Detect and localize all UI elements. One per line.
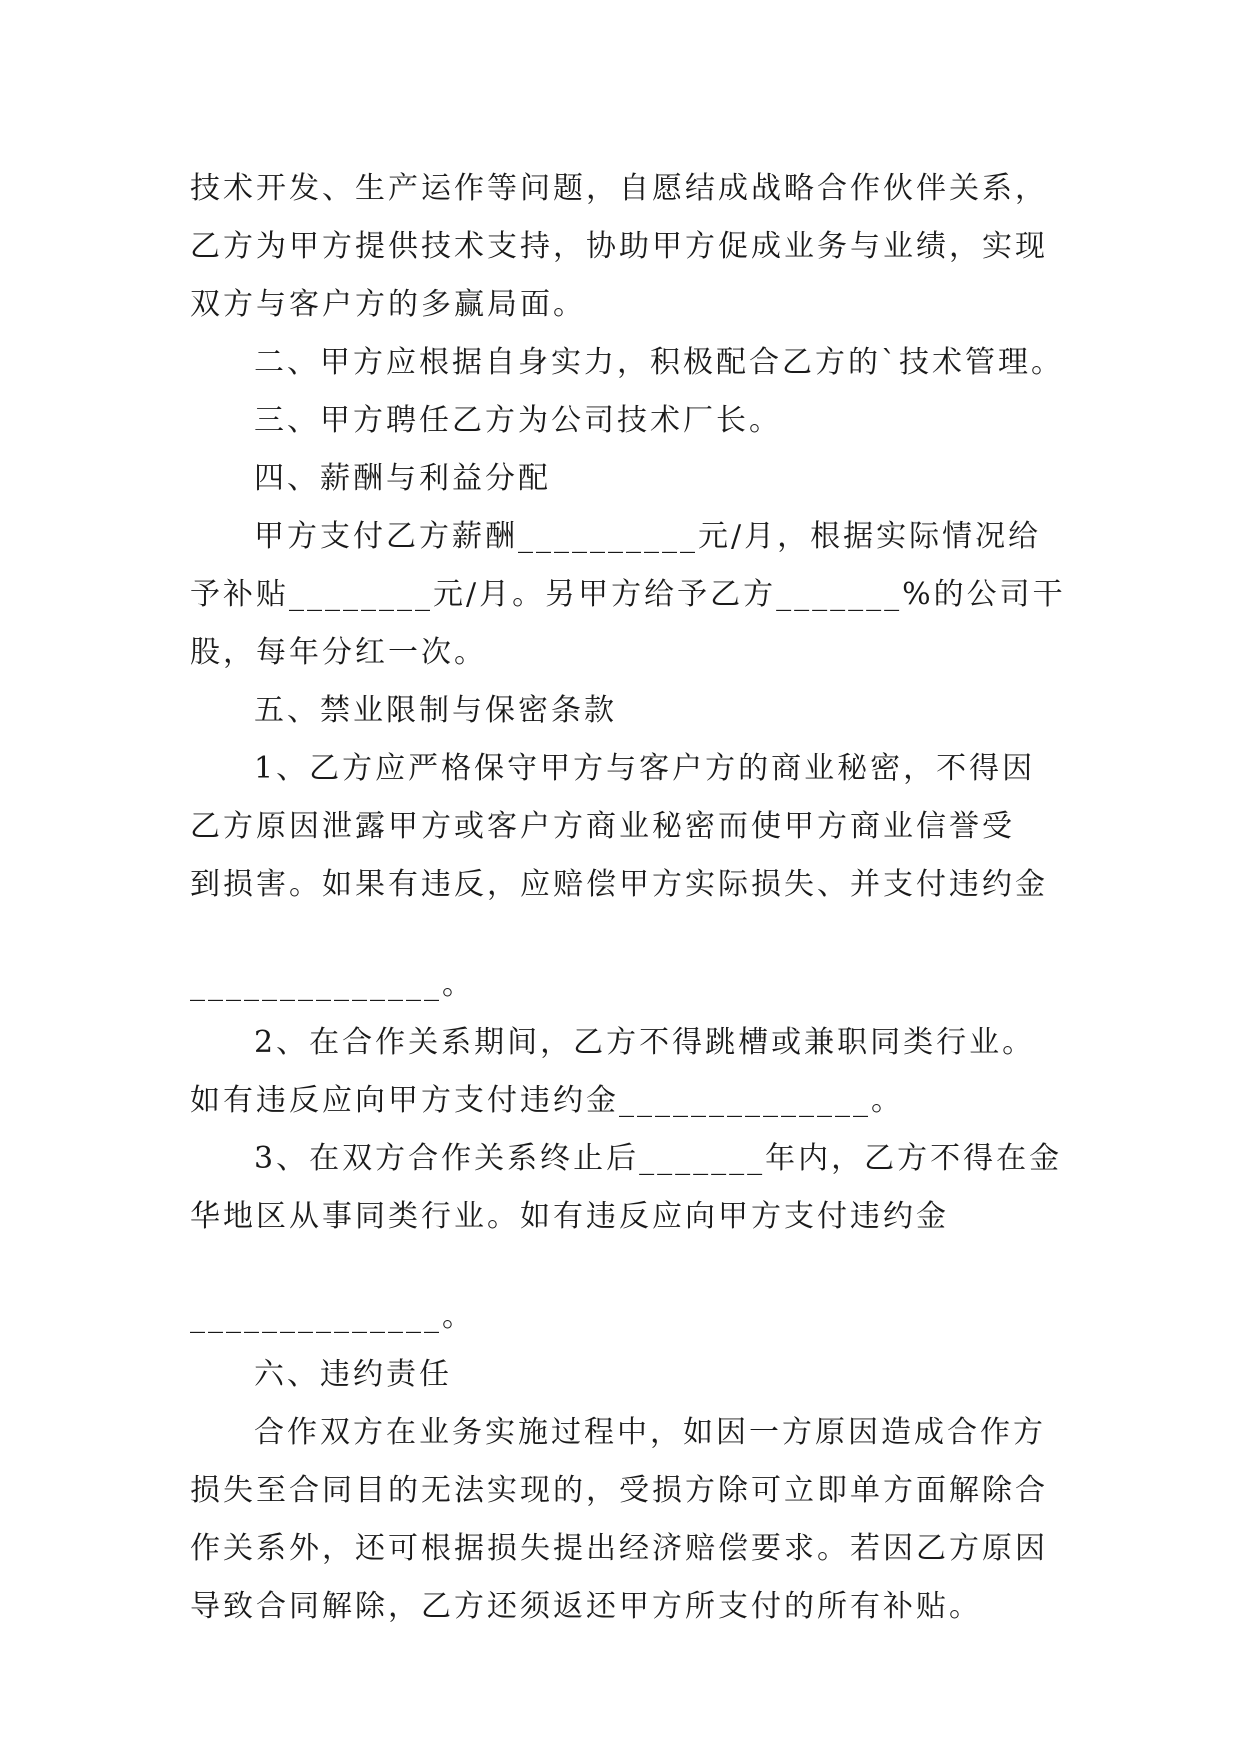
paragraph-line: 损失至合同目的无法实现的，受损方除可立即单方面解除合 (190, 1473, 1048, 1508)
paragraph-line: 2、在合作关系期间，乙方不得跳槽或兼职同类行业。 (254, 1025, 1036, 1060)
paragraph-line: 技术开发、生产运作等问题，自愿结成战略合作伙伴关系， (190, 171, 1048, 206)
penalty-blank-line: ______________。 (190, 1299, 475, 1334)
paragraph-line: 乙方原因泄露甲方或客户方商业秘密而使甲方商业信誉受 (190, 809, 1015, 844)
paragraph-line: 华地区从事同类行业。如有违反应向甲方支付违约金 (190, 1199, 949, 1234)
paragraph-line: 双方与客户方的多赢局面。 (190, 287, 586, 322)
paragraph-line: 如有违反应向甲方支付违约金______________。 (190, 1083, 904, 1118)
paragraph-line: 予补贴________元/月。另甲方给予乙方_______%的公司干 (190, 577, 1066, 612)
paragraph-line: 作关系外，还可根据损失提出经济赔偿要求。若因乙方原因 (190, 1531, 1048, 1566)
clause-three: 三、甲方聘任乙方为公司技术厂长。 (254, 403, 782, 438)
paragraph-line: 乙方为甲方提供技术支持，协助甲方促成业务与业绩，实现 (190, 229, 1048, 264)
paragraph-line: 导致合同解除，乙方还须返还甲方所支付的所有补贴。 (190, 1589, 982, 1624)
section-heading-salary: 四、薪酬与利益分配 (254, 461, 551, 496)
paragraph-line: 3、在双方合作关系终止后_______年内，乙方不得在金 (254, 1141, 1063, 1176)
paragraph-line: 股，每年分红一次。 (190, 635, 487, 670)
paragraph-line: 甲方支付乙方薪酬__________元/月，根据实际情况给 (254, 519, 1042, 554)
paragraph-line: 合作双方在业务实施过程中，如因一方原因造成合作方 (254, 1415, 1046, 1450)
section-heading-confidentiality: 五、禁业限制与保密条款 (254, 693, 617, 728)
clause-two: 二、甲方应根据自身实力，积极配合乙方的`技术管理。 (254, 345, 1064, 380)
paragraph-line: 1、乙方应严格保守甲方与客户方的商业秘密，不得因 (254, 751, 1036, 786)
contract-body (190, 160, 1070, 1636)
penalty-blank-line: ______________。 (190, 967, 475, 1002)
section-heading-liability: 六、违约责任 (254, 1357, 452, 1392)
paragraph-line: 到损害。如果有违反，应赔偿甲方实际损失、并支付违约金 (190, 867, 1048, 902)
